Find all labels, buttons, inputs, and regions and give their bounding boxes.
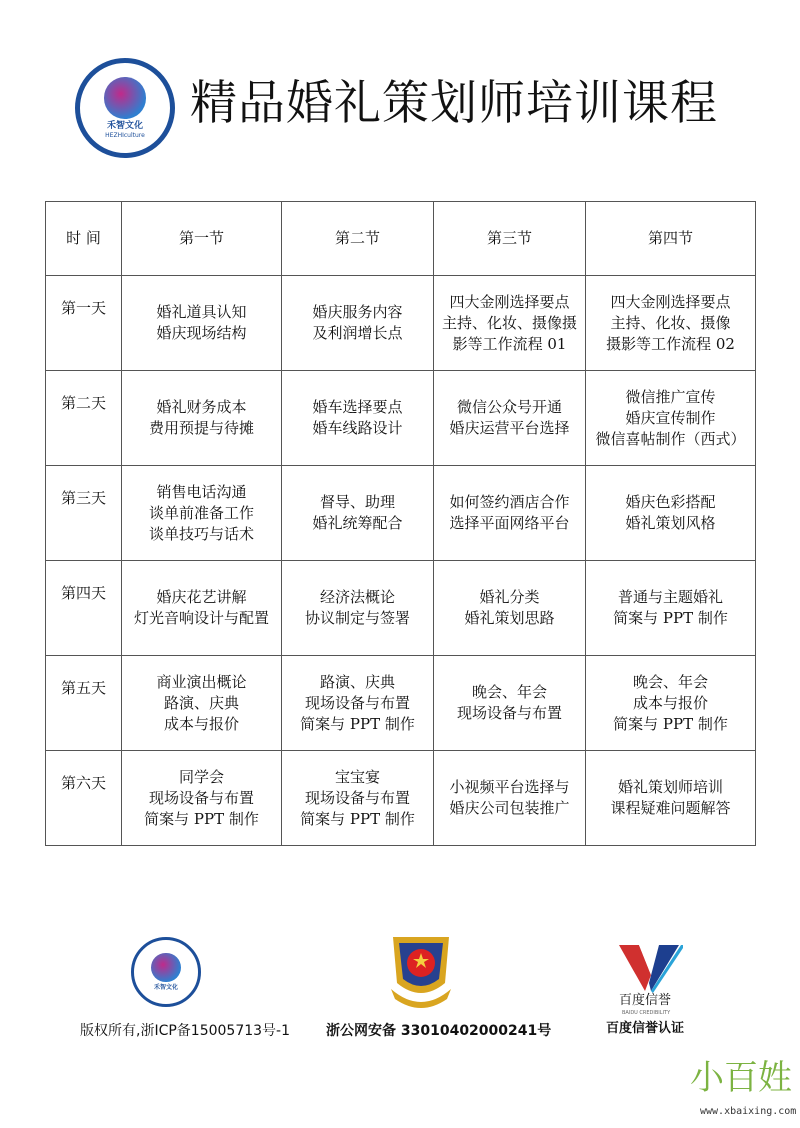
icp-text: 版权所有,浙ICP备15005713号-1 [80, 1023, 291, 1039]
session-cell [434, 656, 586, 751]
session-line: 小视频平台选择与 [449, 778, 570, 796]
session-line: 摄影等工作流程 02 [606, 334, 735, 353]
day-label: 第三天 [46, 466, 122, 561]
footer-logo-name: 禾智文化 [153, 984, 178, 992]
session-line: 经济法概论 [319, 588, 395, 606]
session-line: 成本与报价 [632, 693, 708, 712]
session-cell [586, 751, 756, 846]
logo-emblem-icon [104, 77, 145, 118]
session-line: 协议制定与签署 [304, 609, 410, 627]
session-line: 婚礼财务成本 [156, 398, 247, 416]
session-line: 简案与 PPT 制作 [300, 809, 415, 828]
session-line: 简案与 PPT 制作 [613, 609, 728, 627]
session-line: 婚庆服务内容 [312, 303, 403, 321]
session-line: 商业演出概论 [156, 672, 247, 691]
session-line: 现场设备与布置 [148, 788, 254, 807]
session-line: 微信喜帖制作（西式） [595, 429, 746, 448]
session-cell [122, 561, 282, 656]
session-cell [122, 371, 282, 466]
hezhi-logo [75, 58, 175, 158]
session-line: 主持、化妆、摄像摄 [441, 313, 577, 332]
session-line: 婚车选择要点 [312, 398, 403, 416]
session-line: 婚礼道具认知 [156, 303, 247, 321]
session-line: 简案与 PPT 制作 [300, 714, 415, 733]
day-label: 第五天 [46, 656, 122, 751]
session-line: 晚会、年会 [632, 672, 708, 691]
session-line: 婚礼分类 [479, 588, 540, 606]
table-row [46, 751, 756, 846]
day-label: 第一天 [46, 276, 122, 371]
session-line: 婚礼策划思路 [464, 609, 555, 627]
session-cell [282, 561, 434, 656]
session-line: 四大金刚选择要点 [449, 292, 570, 311]
watermark-logo: 小百姓 [690, 1058, 792, 1098]
session-cell [586, 466, 756, 561]
table-row [46, 276, 756, 371]
session-line: 现场设备与布置 [304, 788, 410, 807]
session-line: 如何签约酒店合作 [449, 493, 570, 511]
session-line: 微信公众号开通 [456, 398, 562, 416]
column-header: 第四节 [586, 202, 756, 276]
table-row [46, 371, 756, 466]
session-line: 主持、化妆、摄像 [610, 313, 731, 332]
session-line: 路演、庆典 [319, 672, 395, 691]
day-label: 第二天 [46, 371, 122, 466]
session-cell [434, 466, 586, 561]
session-cell [586, 561, 756, 656]
session-line: 路演、庆典 [163, 693, 239, 712]
session-line: 销售电话沟通 [156, 482, 247, 501]
session-line: 同学会 [178, 767, 224, 786]
session-cell [282, 371, 434, 466]
session-line: 督导、助理 [319, 493, 395, 511]
table-row [46, 656, 756, 751]
session-line: 婚礼策划师培训 [617, 778, 723, 796]
table-row [46, 561, 756, 656]
session-line: 费用预提与待摊 [148, 419, 254, 437]
session-line: 微信推广宣传 [625, 387, 716, 406]
session-cell [586, 371, 756, 466]
session-line: 选择平面网络平台 [449, 514, 570, 532]
schedule-table [45, 201, 756, 846]
session-line: 影等工作流程 01 [452, 334, 567, 353]
session-cell [122, 751, 282, 846]
session-line: 婚庆宣传制作 [625, 408, 716, 427]
session-line: 晚会、年会 [471, 683, 547, 701]
logo-name: 禾智文化 [106, 120, 143, 131]
session-line: 谈单前准备工作 [148, 503, 254, 522]
session-line: 简案与 PPT 制作 [613, 714, 728, 733]
session-cell [282, 656, 434, 751]
police-record-text: 浙公网安备 33010402000241号 [326, 1023, 552, 1039]
session-line: 婚礼统筹配合 [312, 514, 403, 532]
session-cell [586, 656, 756, 751]
session-line: 婚庆现场结构 [156, 324, 247, 342]
session-line: 谈单技巧与话术 [148, 524, 254, 543]
session-cell [434, 276, 586, 371]
session-cell [282, 466, 434, 561]
session-line: 现场设备与布置 [304, 693, 410, 712]
session-line: 普通与主题婚礼 [617, 588, 723, 606]
session-line: 简案与 PPT 制作 [144, 809, 259, 828]
session-cell [434, 561, 586, 656]
table-row [46, 466, 756, 561]
column-header: 第一节 [122, 202, 282, 276]
footer-hezhi-logo [131, 937, 201, 1007]
day-label: 第六天 [46, 751, 122, 846]
column-header: 时 间 [46, 202, 122, 276]
page-title: 精品婚礼策划师培训课程 [190, 76, 718, 131]
session-line: 课程疑难问题解答 [610, 799, 731, 817]
session-line: 婚礼策划风格 [625, 514, 716, 532]
logo-sub: HEZHIculture [105, 131, 145, 139]
session-cell [122, 276, 282, 371]
session-line: 及利润增长点 [312, 324, 403, 342]
session-line: 婚庆公司包装推广 [449, 799, 570, 817]
session-cell [282, 276, 434, 371]
session-cell [586, 276, 756, 371]
baidu-credibility-text: 百度信誉认证 [606, 1021, 685, 1036]
session-cell [122, 466, 282, 561]
baidu-logo-sub: BAIDU CREDIBILITY [622, 1010, 671, 1016]
session-cell [434, 371, 586, 466]
session-cell [282, 751, 434, 846]
session-line: 婚庆运营平台选择 [449, 419, 570, 437]
session-line: 成本与报价 [163, 714, 239, 733]
session-line: 宝宝宴 [334, 767, 380, 786]
session-line: 婚庆花艺讲解 [156, 588, 247, 606]
day-label: 第四天 [46, 561, 122, 656]
session-line: 四大金刚选择要点 [610, 292, 731, 311]
session-cell [434, 751, 586, 846]
baidu-logo-text: 百度信誉 [619, 993, 672, 1008]
session-line: 婚车线路设计 [312, 419, 403, 437]
session-cell [122, 656, 282, 751]
watermark-url: www.xbaixing.com [700, 1106, 797, 1117]
session-line: 婚庆色彩搭配 [625, 493, 716, 511]
column-header: 第三节 [434, 202, 586, 276]
police-badge-icon [385, 933, 457, 1011]
baidu-credibility-logo-icon [619, 945, 683, 993]
session-line: 现场设备与布置 [456, 704, 562, 722]
session-line: 灯光音响设计与配置 [133, 609, 269, 627]
column-header: 第二节 [282, 202, 434, 276]
